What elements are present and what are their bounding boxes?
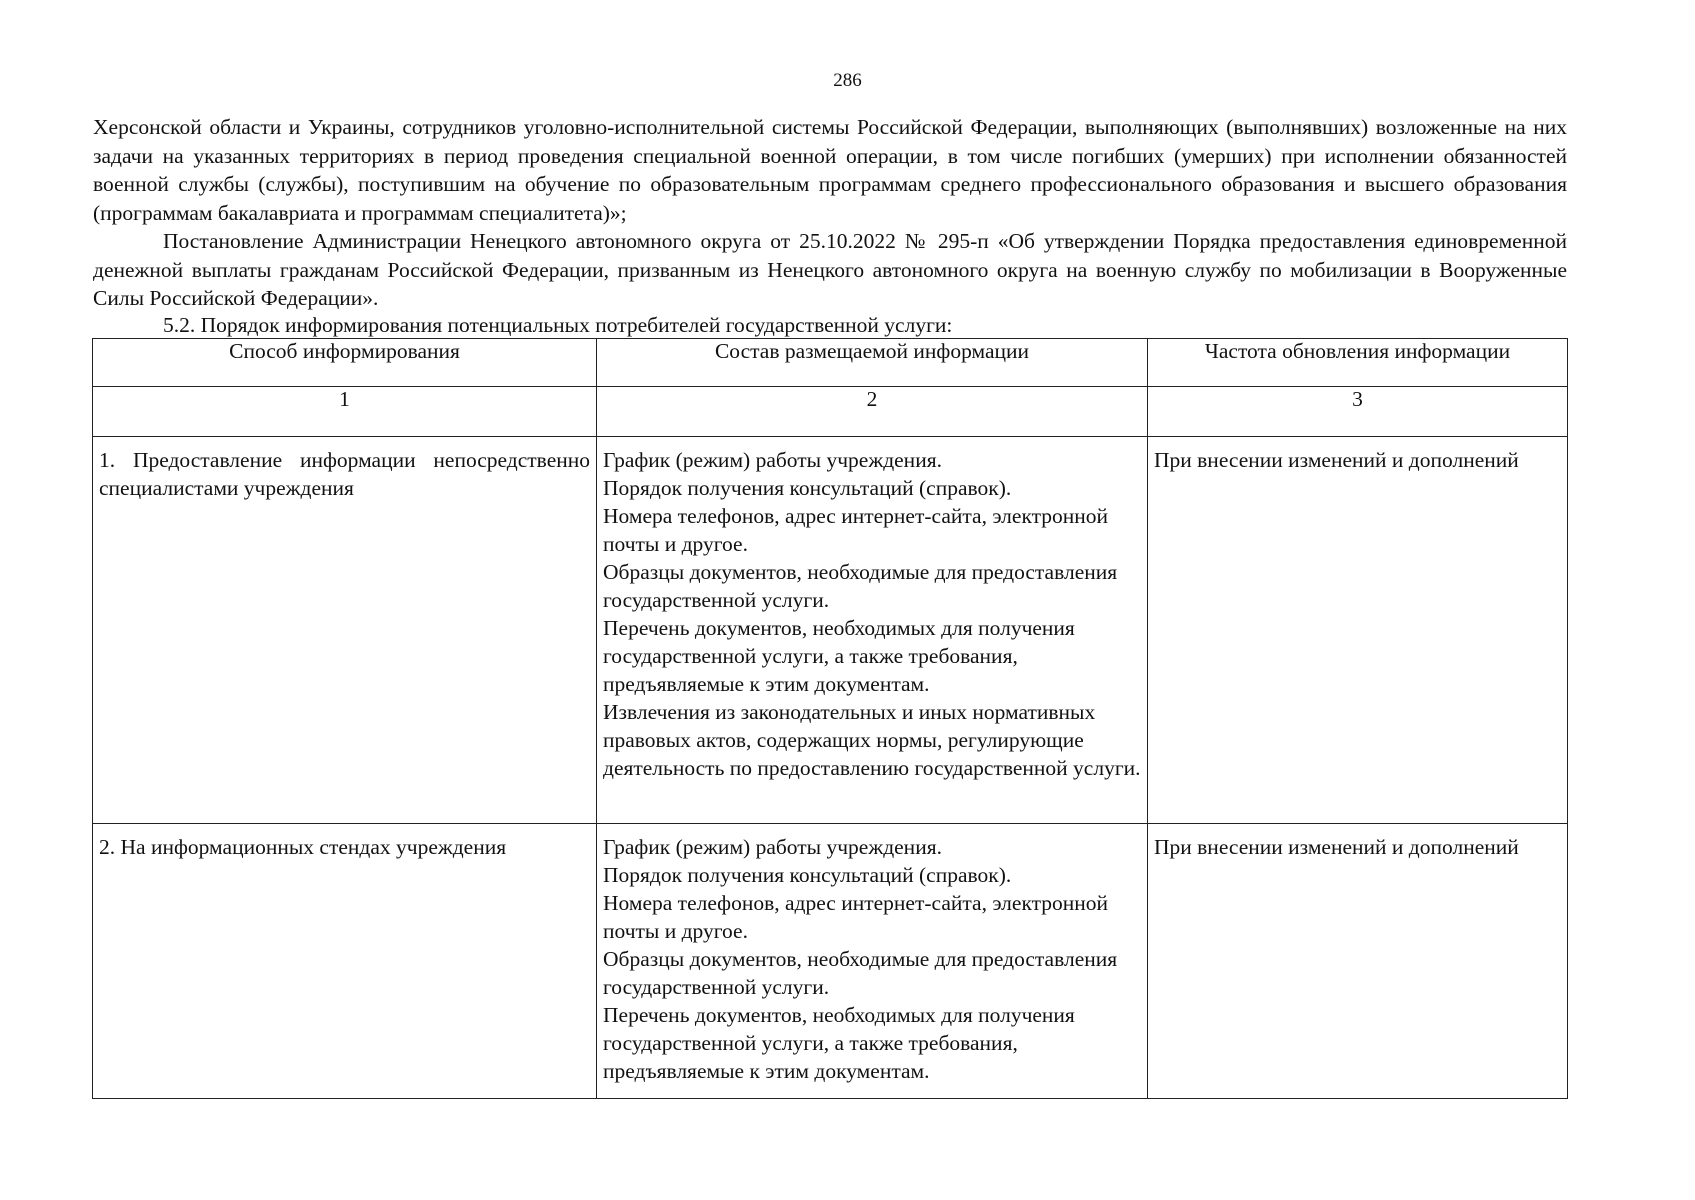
section-heading: 5.2. Порядок информирования потенциальных потребителей государственной услуги: bbox=[163, 313, 953, 337]
content-list bbox=[597, 437, 1147, 788]
frequency-cell bbox=[1148, 437, 1568, 824]
content-item: Порядок получения консультаций (справок). bbox=[603, 476, 1012, 500]
frequency-text: При внесении изменений и дополнений bbox=[1154, 448, 1519, 472]
paragraph-resolution: Постановление Администрации Ненецкого автономного округа от 25.10.2022 № 295-п «Об утверждении Порядка предоставления единовременной денежной выплаты гражданам Российской Федерации, призванным из Ненецкого автономного округа на военную службу по мобилизации в Вооруженные Силы Российской Федерации». bbox=[93, 229, 1567, 310]
header-frequency: Частота обновления информации bbox=[1148, 339, 1568, 387]
content-cell bbox=[597, 824, 1148, 1099]
content-item: Перечень документов, необходимых для получения государственной услуги, а также требования, предъявляемые к этим документам. bbox=[603, 1003, 1075, 1083]
table-header-row bbox=[93, 339, 1568, 387]
method-cell bbox=[93, 437, 597, 824]
frequency-cell bbox=[1148, 824, 1568, 1099]
table-row bbox=[93, 437, 1568, 824]
page-number: 286 bbox=[833, 70, 862, 91]
method-cell bbox=[93, 824, 597, 1099]
paragraph-continuation: Херсонской области и Украины, сотрудников уголовно-исполнительной системы Российской Федерации, выполняющих (выполнявших) возложенные на них задачи на указанных территориях в период проведения специальной военной операции, в том числе погибших (умерших) при исполнении обязанностей военной службы (службы), поступившим на обучение по образовательным программам среднего профессионального образования и высшего образования (программам бакалавриата и программам специалитета)»; bbox=[93, 115, 1567, 225]
content-item: Номера телефонов, адрес интернет-сайта, электронной почты и другое. bbox=[603, 504, 1109, 556]
frequency-text: При внесении изменений и дополнений bbox=[1154, 835, 1519, 859]
header-method: Способ информирования bbox=[93, 339, 597, 387]
content-cell bbox=[597, 437, 1148, 824]
content-item: Порядок получения консультаций (справок). bbox=[603, 863, 1012, 887]
content-item: Номера телефонов, адрес интернет-сайта, электронной почты и другое. bbox=[603, 891, 1109, 943]
information-table bbox=[92, 338, 1568, 1099]
column-number: 2 bbox=[597, 387, 1148, 437]
column-number: 1 bbox=[93, 387, 597, 437]
content-item: Извлечения из законодательных и иных нормативных правовых актов, содержащих нормы, регулирующие деятельность по предоставлению государственной услуги. bbox=[603, 700, 1141, 780]
method-text: 2. На информационных стендах учреждения bbox=[99, 835, 507, 859]
content-item: Образцы документов, необходимые для предоставления государственной услуги. bbox=[603, 947, 1118, 999]
content-item: Образцы документов, необходимые для предоставления государственной услуги. bbox=[603, 560, 1118, 612]
table-row bbox=[93, 824, 1568, 1099]
content-item: График (режим) работы учреждения. bbox=[603, 835, 942, 859]
column-number: 3 bbox=[1148, 387, 1568, 437]
header-content: Состав размещаемой информации bbox=[597, 339, 1148, 387]
body-text bbox=[93, 113, 1567, 313]
method-text: 1. Предоставление информации непосредственно специалистами учреждения bbox=[99, 448, 590, 500]
content-list bbox=[597, 824, 1147, 1091]
table-number-row bbox=[93, 387, 1568, 437]
content-item: График (режим) работы учреждения. bbox=[603, 448, 942, 472]
content-item: Перечень документов, необходимых для получения государственной услуги, а также требования, предъявляемые к этим документам. bbox=[603, 616, 1075, 696]
